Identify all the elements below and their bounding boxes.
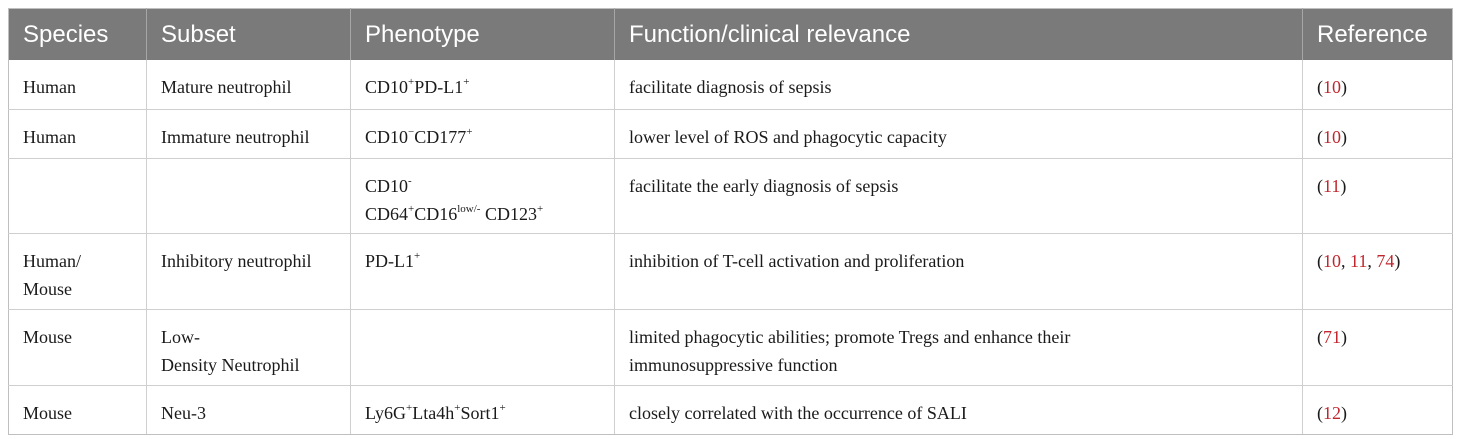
header-function: Function/clinical relevance [615,9,1303,61]
function-cell [615,159,1303,234]
reference-link[interactable]: 10 [1323,77,1341,97]
neutrophil-subsets-table [8,8,1453,435]
reference-separator: , [1341,251,1350,271]
phenotype-marker: CD10 [365,77,409,97]
phenotype-superscript: + [454,402,461,414]
phenotype-cell [351,159,615,234]
function-cell [615,234,1303,310]
function-cell-line: inhibition of T-cell activation and proliferation [629,251,965,271]
species-cell-line: Human/ [23,251,81,271]
species-cell [9,310,147,386]
phenotype-marker: Lta4h [412,403,455,423]
reference-cell [1303,60,1453,110]
reference-link[interactable]: 71 [1323,327,1341,347]
reference-link[interactable]: 10 [1323,127,1341,147]
phenotype-marker: CD10 [365,127,409,147]
reference-cell [1303,310,1453,386]
subset-cell-line: Immature neutrophil [161,127,310,147]
table-row [9,60,1453,110]
reference-cell [1303,110,1453,159]
reference-paren-open: ( [1317,403,1323,423]
phenotype-superscript: - [408,175,412,187]
function-cell [615,60,1303,110]
reference-paren-open: ( [1317,176,1323,196]
table-row [9,310,1453,386]
table-row [9,234,1453,310]
phenotype-line [365,123,614,151]
phenotype-superscript: + [537,203,544,215]
reference-paren-close: ) [1341,77,1347,97]
subset-cell-line: Neu-3 [161,403,206,423]
phenotype-line [365,73,614,101]
phenotype-marker: Sort1 [460,403,500,423]
function-cell-line: facilitate the early diagnosis of sepsis [629,176,899,196]
header-phenotype: Phenotype [351,9,615,61]
phenotype-marker: PD-L1 [414,77,464,97]
reference-separator: , [1367,251,1377,271]
function-cell-line: closely correlated with the occurrence of SALI [629,403,967,423]
reference-paren-close: ) [1341,127,1347,147]
function-cell-line: lower level of ROS and phagocytic capacity [629,127,947,147]
reference-link[interactable]: 12 [1323,403,1341,423]
phenotype-superscript: + [406,402,413,414]
reference-paren-open: ( [1317,127,1323,147]
table-row [9,159,1453,234]
function-cell-line: limited phagocytic abilities; promote Tregs and enhance their [629,327,1071,347]
species-cell [9,234,147,310]
species-cell-line: Mouse [23,403,72,423]
phenotype-superscript: + [408,203,415,215]
subset-cell [147,310,351,386]
phenotype-line [365,247,614,275]
reference-link[interactable]: 10 [1323,251,1341,271]
reference-link[interactable]: 11 [1323,176,1341,196]
phenotype-cell [351,60,615,110]
function-cell [615,386,1303,435]
reference-paren-close: ) [1341,403,1347,423]
phenotype-superscript: + [466,126,473,138]
subset-cell [147,159,351,234]
phenotype-cell [351,110,615,159]
reference-cell [1303,234,1453,310]
phenotype-line [365,399,614,427]
subset-cell [147,110,351,159]
subset-cell-line: Density Neutrophil [161,355,300,375]
reference-paren-close: ) [1341,327,1347,347]
phenotype-marker: CD123 [480,204,537,224]
header-row [9,9,1453,61]
subset-cell [147,60,351,110]
phenotype-line [365,172,614,200]
phenotype-line [365,200,614,228]
phenotype-marker: PD-L1 [365,251,414,271]
species-cell [9,110,147,159]
header-reference: Reference [1303,9,1453,61]
table-row [9,110,1453,159]
subset-cell [147,234,351,310]
phenotype-superscript: + [408,76,415,88]
table-row [9,386,1453,435]
function-cell [615,310,1303,386]
phenotype-marker: CD64 [365,204,409,224]
subset-cell-line: Low- [161,327,200,347]
phenotype-cell [351,386,615,435]
reference-paren-open: ( [1317,77,1323,97]
reference-link[interactable]: 74 [1376,251,1395,271]
reference-paren-close: ) [1394,251,1401,271]
reference-cell [1303,386,1453,435]
species-cell-line: Human [23,127,76,147]
subset-cell-line: Inhibitory neutrophil [161,251,312,271]
species-cell-line: Human [23,77,76,97]
reference-paren-close: ) [1340,176,1347,196]
species-cell [9,60,147,110]
phenotype-superscript: + [414,250,421,262]
phenotype-superscript: low/- [457,203,481,215]
function-cell [615,110,1303,159]
header-species: Species [9,9,147,61]
phenotype-cell [351,234,615,310]
table-container [8,8,1452,435]
function-cell-line: facilitate diagnosis of sepsis [629,77,832,97]
reference-cell [1303,159,1453,234]
phenotype-marker: CD16 [414,204,458,224]
phenotype-cell [351,310,615,386]
phenotype-superscript: + [463,76,470,88]
species-cell-line: Mouse [23,279,72,299]
species-cell [9,386,147,435]
species-cell [9,159,147,234]
subset-cell-line: Mature neutrophil [161,77,292,97]
reference-link[interactable]: 11 [1350,251,1368,271]
phenotype-superscript: − [408,126,415,138]
reference-paren-open: ( [1317,251,1323,271]
subset-cell [147,386,351,435]
phenotype-marker: Ly6G [365,403,407,423]
phenotype-marker: CD10 [365,176,409,196]
header-subset: Subset [147,9,351,61]
function-cell-line: immunosuppressive function [629,355,838,375]
phenotype-superscript: + [499,402,506,414]
phenotype-marker: CD177 [414,127,467,147]
species-cell-line: Mouse [23,327,72,347]
reference-paren-open: ( [1317,327,1323,347]
